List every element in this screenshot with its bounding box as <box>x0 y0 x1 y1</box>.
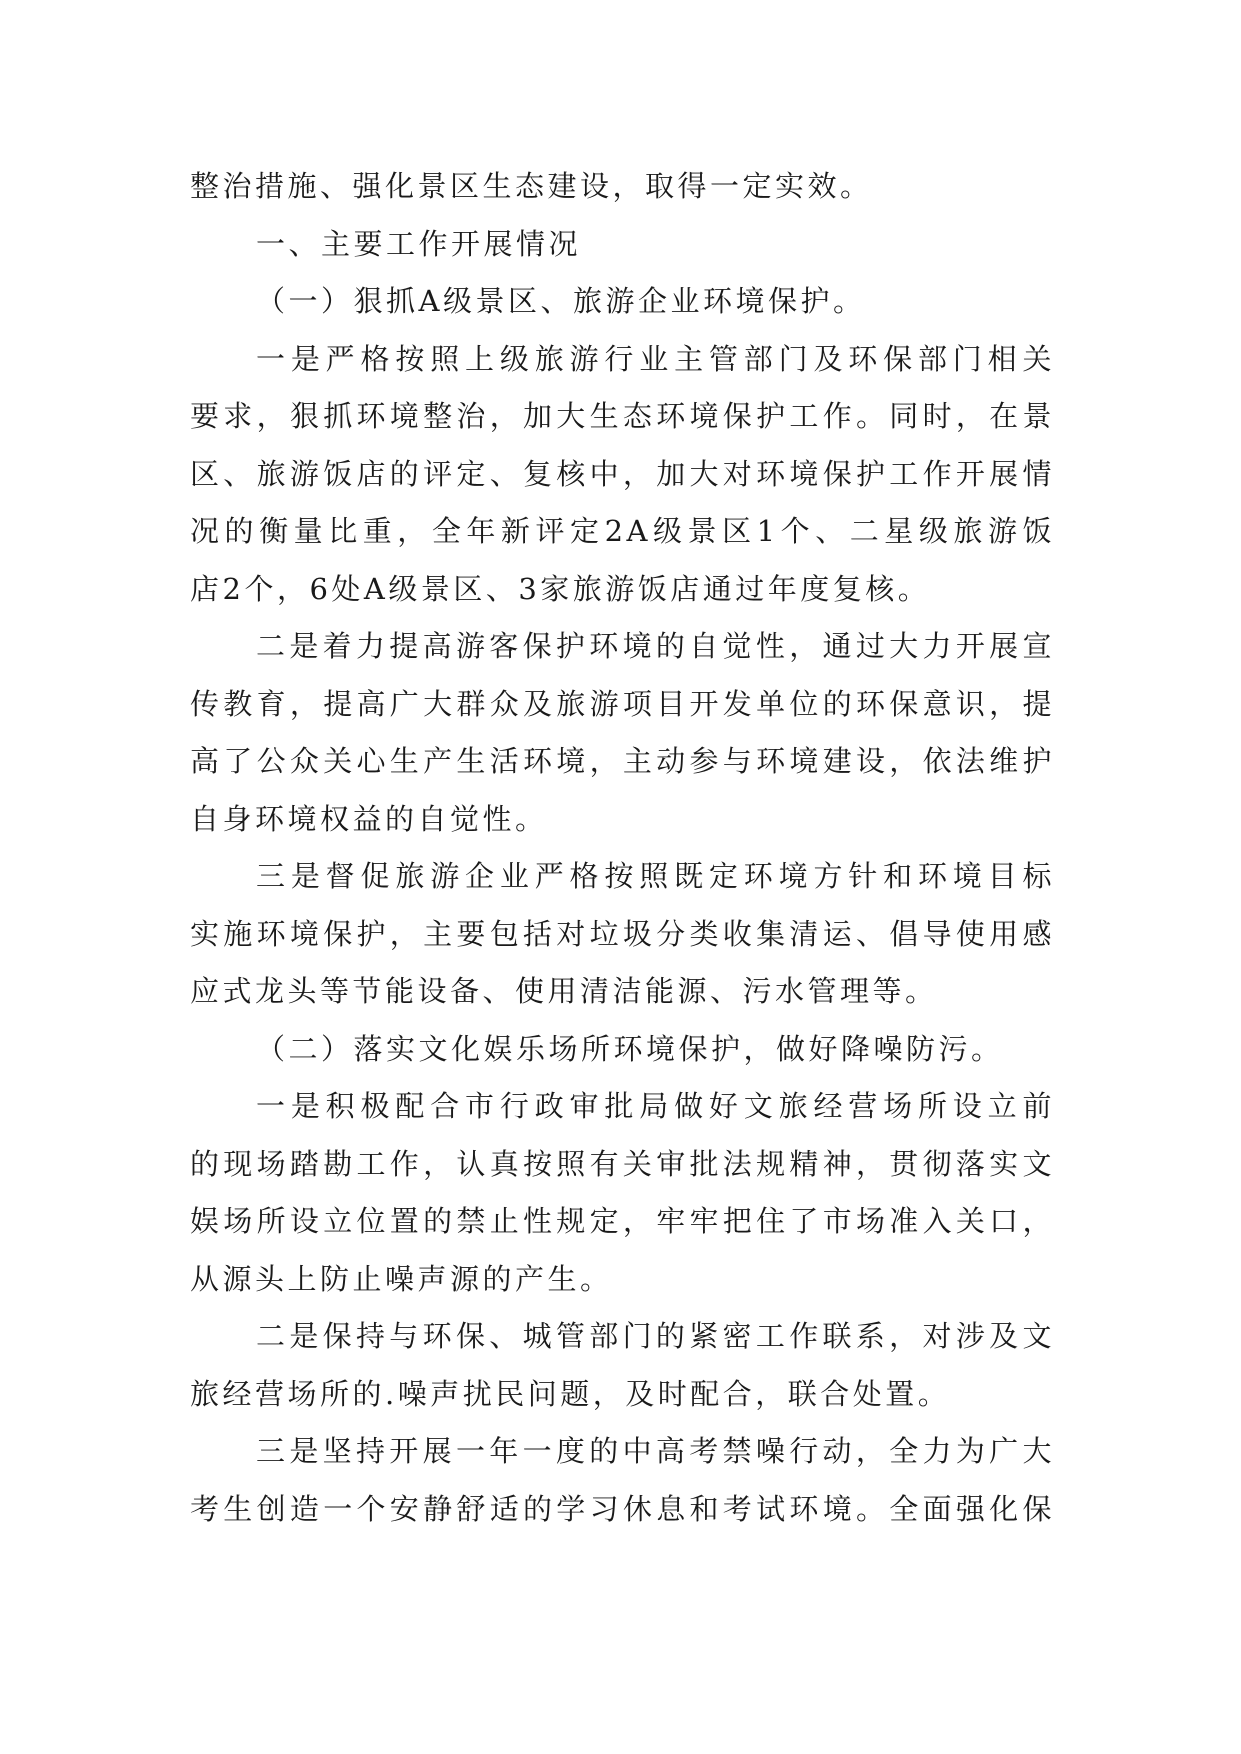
document-body <box>190 158 1055 1538</box>
paragraph-line: 实施环境保护，主要包括对垃圾分类收集清运、倡导使用感 <box>190 916 1055 951</box>
paragraph-line: 店2个，6处A级景区、3家旅游饭店通过年度复核。 <box>190 571 931 606</box>
subsection-heading-1: （一）狠抓A级景区、旅游企业环境保护。 <box>256 284 866 318</box>
paragraph-line: 应式龙头等节能设备、使用清洁能源、污水管理等。 <box>190 974 938 1008</box>
section-heading: 一、主要工作开展情况 <box>256 226 582 261</box>
paragraph-line: 娱场所设立位置的禁止性规定，牢牢把住了市场准入关口， <box>190 1204 1055 1238</box>
paragraph-line: 要求，狠抓环境整治，加大生态环境保护工作。同时，在景 <box>190 399 1055 433</box>
paragraph-line: 况的衡量比重，全年新评定2A级景区1个、二星级旅游饭 <box>190 514 1055 548</box>
paragraph-line: 考生创造一个安静舒适的学习休息和考试环境。全面强化保 <box>190 1491 1055 1526</box>
subsection-heading-2: （二）落实文化娱乐场所环境保护，做好降噪防污。 <box>256 1031 1004 1066</box>
paragraph-line: 自身环境权益的自觉性。 <box>190 801 548 836</box>
paragraph-line: 一是严格按照上级旅游行业主管部门及环保部门相关 <box>256 341 1055 376</box>
paragraph-line: 三是督促旅游企业严格按照既定环境方针和环境目标 <box>256 859 1055 893</box>
paragraph-line: 二是着力提高游客保护环境的自觉性，通过大力开展宣 <box>256 629 1055 663</box>
paragraph-line: 从源头上防止噪声源的产生。 <box>190 1261 613 1296</box>
paragraph-line: 一是积极配合市行政审批局做好文旅经营场所设立前 <box>256 1089 1055 1123</box>
paragraph-line: 区、旅游饭店的评定、复核中，加大对环境保护工作开展情 <box>190 456 1055 491</box>
paragraph-line: 的现场踏勘工作，认真按照有关审批法规精神，贯彻落实文 <box>190 1146 1055 1181</box>
paragraph-line: 三是坚持开展一年一度的中高考禁噪行动，全力为广大 <box>256 1434 1055 1468</box>
paragraph-line: 传教育，提高广大群众及旅游项目开发单位的环保意识，提 <box>190 686 1055 721</box>
paragraph-line: 高了公众关心生产生活环境，主动参与环境建设，依法维护 <box>190 744 1055 778</box>
paragraph-line: 二是保持与环保、城管部门的紧密工作联系，对涉及文 <box>256 1319 1055 1353</box>
text-line-continuation: 整治措施、强化景区生态建设，取得一定实效。 <box>190 169 873 203</box>
paragraph-line: 旅经营场所的.噪声扰民问题，及时配合，联合处置。 <box>190 1376 951 1411</box>
